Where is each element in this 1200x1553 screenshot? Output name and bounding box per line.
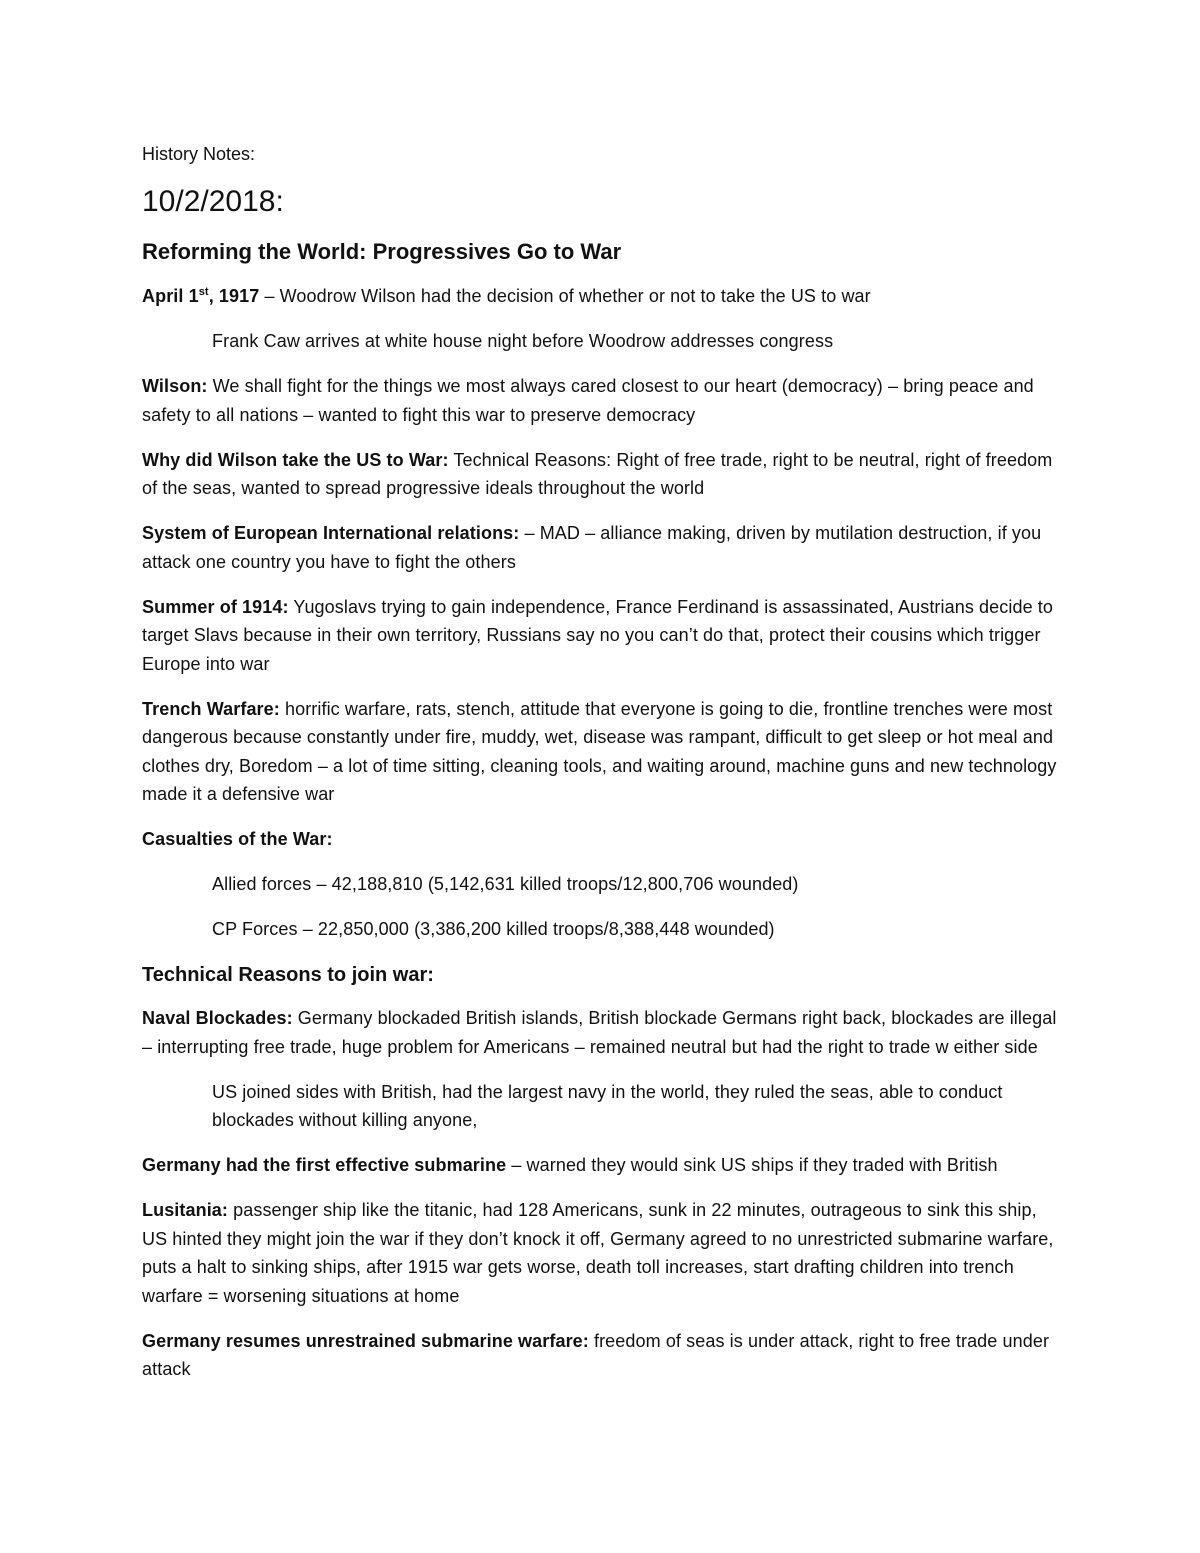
term-lead: Why did Wilson take the US to War: bbox=[142, 449, 449, 470]
term-lead: Naval Blockades: bbox=[142, 1008, 293, 1028]
paragraph-april-1917 bbox=[142, 282, 1062, 311]
paragraph-lusitania bbox=[142, 1196, 1062, 1310]
term-lead: Germany had the first effective submarine bbox=[142, 1155, 507, 1175]
term-lead: Trench Warfare: bbox=[142, 698, 280, 719]
paragraph-casualties bbox=[142, 825, 1062, 854]
technical-reasons-heading: Technical Reasons to join war: bbox=[142, 964, 434, 986]
paragraph-summer-1914 bbox=[142, 593, 1062, 679]
paragraph-text: passenger ship like the titanic, had 128 Americans, sunk in 22 minutes, outrageous to sink this ship, US hinted they might join the war if they don’t knock it off, Germany agreed to no unrestricted submarine warfare, puts a halt to sinking ships, after 1915 war gets worse, death toll increases, start drafting children into trench warfare = worsening situations at home bbox=[142, 1200, 1054, 1306]
term-lead: System of European International relations: bbox=[142, 523, 520, 543]
paragraph-unrestrained-warfare bbox=[142, 1327, 1062, 1384]
paragraph-why-war bbox=[142, 446, 1062, 503]
paragraph-wilson bbox=[142, 372, 1062, 429]
term-lead: Lusitania: bbox=[142, 1200, 229, 1220]
term-lead: Wilson: bbox=[142, 376, 208, 396]
casualties-allied: Allied forces – 42,188,810 (5,142,631 killed troops/12,800,706 wounded) bbox=[212, 874, 799, 894]
paragraph-text: Technical Reasons: Right of free trade, right to be neutral, right of freedom of the seas, wanted to spread progressive ideals throughout the world bbox=[142, 449, 1053, 498]
paragraph-european-relations bbox=[142, 519, 1062, 576]
date-lead-year: , 1917 bbox=[208, 286, 260, 306]
date-lead-ordinal: st bbox=[198, 286, 209, 298]
paragraph-trench-warfare bbox=[142, 695, 1062, 809]
term-lead: Germany resumes unrestrained submarine warfare: bbox=[142, 1330, 589, 1351]
paragraph-text: – warned they would sink US ships if they traded with British bbox=[506, 1155, 998, 1175]
paragraph-frank-caw: Frank Caw arrives at white house night before Woodrow addresses congress bbox=[212, 331, 834, 351]
paragraph-naval-blockades bbox=[142, 1004, 1062, 1061]
term-lead: Summer of 1914: bbox=[142, 596, 289, 617]
paragraph-text: Germany blockaded British islands, British blockade Germans right back, blockades are illegal – interrupting free trade, huge problem for Americans – remained neutral but had the right to trade w either side bbox=[142, 1008, 1057, 1057]
paragraph-us-joined: US joined sides with British, had the largest navy in the world, they ruled the seas, able to conduct blockades without killing anyone, bbox=[212, 1081, 1003, 1130]
date-lead bbox=[142, 286, 259, 306]
paragraph-text: freedom of seas is under attack, right to free trade under attack bbox=[142, 1330, 1050, 1379]
paragraph-text: Yugoslavs trying to gain independence, France Ferdinand is assassinated, Austrians decide to target Slavs because in their own territory, Russians say no you can’t do that, protect their cousins which trigger Europe into war bbox=[142, 596, 1054, 674]
date-lead-main: April 1 bbox=[142, 286, 199, 306]
document-body bbox=[142, 140, 1062, 1400]
paragraph-text: horrific warfare, rats, stench, attitude that everyone is going to die, frontline trenches were most dangerous because constantly under fire, muddy, wet, disease was rampant, difficult to get sleep or hot meal and clothes dry, Boredom – a lot of time sitting, cleaning tools, and waiting around, machine guns and new technology made it a defensive war bbox=[142, 698, 1057, 804]
casualties-cp: CP Forces – 22,850,000 (3,386,200 killed troops/8,388,448 wounded) bbox=[212, 919, 775, 939]
term-lead: Casualties of the War: bbox=[142, 829, 333, 849]
paragraph-first-submarine bbox=[142, 1151, 1062, 1180]
paragraph-text: – Woodrow Wilson had the decision of whether or not to take the US to war bbox=[259, 286, 871, 306]
date-heading: 10/2/2018: bbox=[142, 185, 284, 218]
notes-label: History Notes: bbox=[142, 144, 256, 164]
paragraph-text: We shall fight for the things we most always cared closest to our heart (democracy) – bring peace and safety to all nations – wanted to fight this war to preserve democracy bbox=[142, 376, 1034, 425]
lecture-title: Reforming the World: Progressives Go to War bbox=[142, 239, 622, 264]
paragraph-text: – MAD – alliance making, driven by mutilation destruction, if you attack one country you have to fight the others bbox=[142, 523, 1042, 572]
